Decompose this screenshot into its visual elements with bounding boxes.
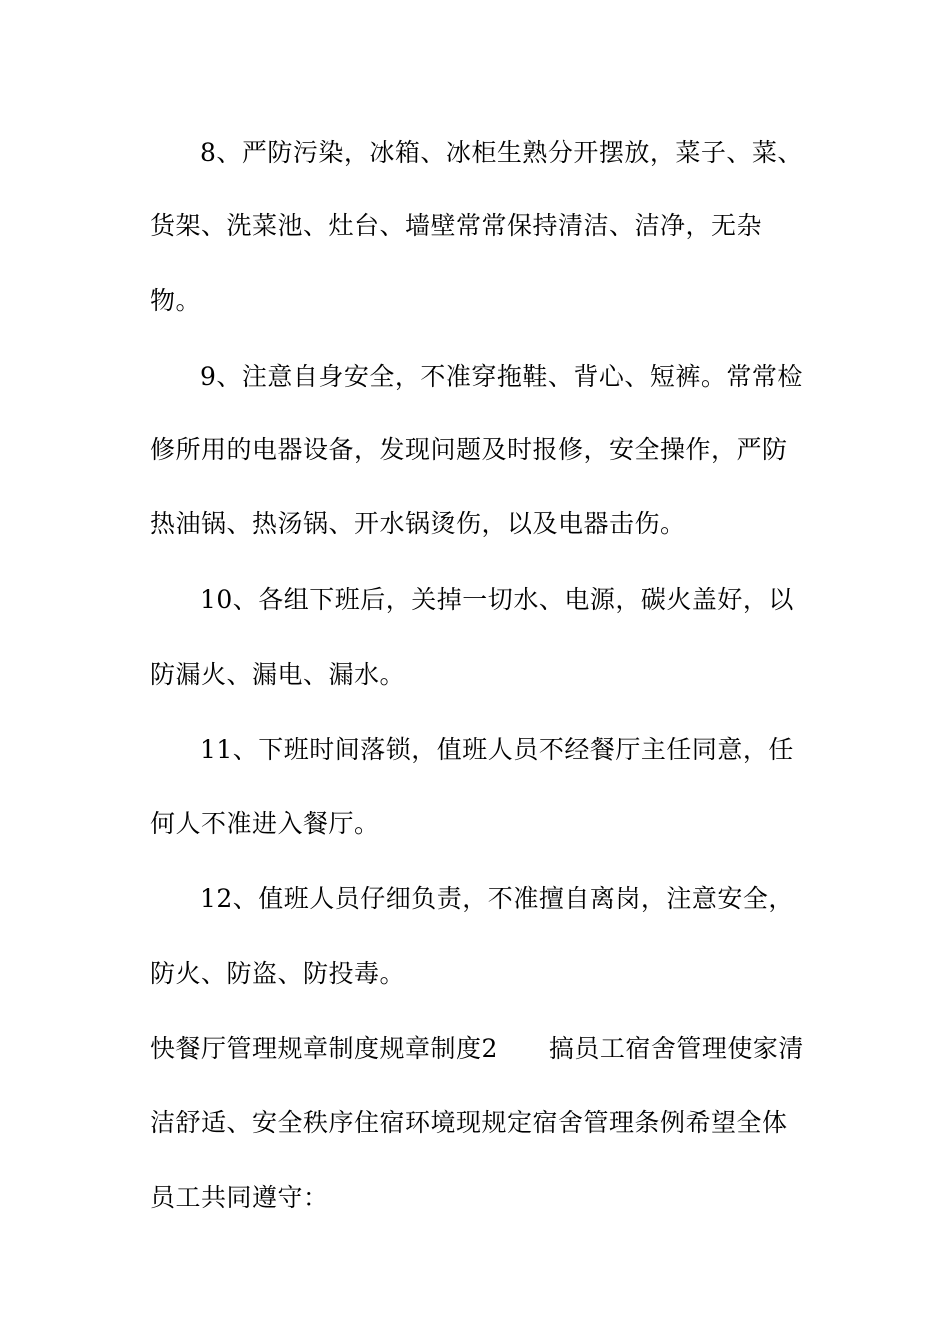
section-heading-line-1: 快餐厅管理规章制度规章制度2 搞员工宿舍管理使家清	[150, 1034, 804, 1063]
paragraph-12-line-1: 12、值班人员仔细负责，不准擅自离岗，注意安全，	[200, 884, 794, 913]
paragraph-10-line-2: 防漏火、漏电、漏水。	[150, 660, 406, 689]
paragraph-8-line-2: 货架、洗菜池、灶台、墙壁常常保持清洁、洁净，无杂	[150, 211, 763, 240]
paragraph-8-line-3: 物。	[150, 286, 202, 315]
paragraph-8-line-1: 8、严防污染，冰箱、冰柜生熟分开摆放，菜子、菜、	[200, 138, 803, 167]
paragraph-11-line-1: 11、下班时间落锁，值班人员不经餐厅主任同意，任	[200, 735, 794, 764]
paragraph-10-line-1: 10、各组下班后，关掉一切水、电源，碳火盖好，以	[200, 585, 794, 614]
paragraph-11-line-2: 何人不准进入餐厅。	[150, 809, 380, 838]
section-heading-line-3: 员工共同遵守：	[150, 1183, 329, 1212]
paragraph-9-line-2: 修所用的电器设备，发现问题及时报修，安全操作，严防	[150, 435, 788, 464]
section-heading-line-2: 洁舒适、安全秩序住宿环境现规定宿舍管理条例希望全体	[150, 1108, 788, 1137]
paragraph-9-line-1: 9、注意自身安全，不准穿拖鞋、背心、短裤。常常检	[200, 362, 803, 391]
paragraph-9-line-3: 热油锅、热汤锅、开水锅烫伤，以及电器击伤。	[150, 509, 686, 538]
paragraph-12-line-2: 防火、防盗、防投毒。	[150, 959, 406, 988]
